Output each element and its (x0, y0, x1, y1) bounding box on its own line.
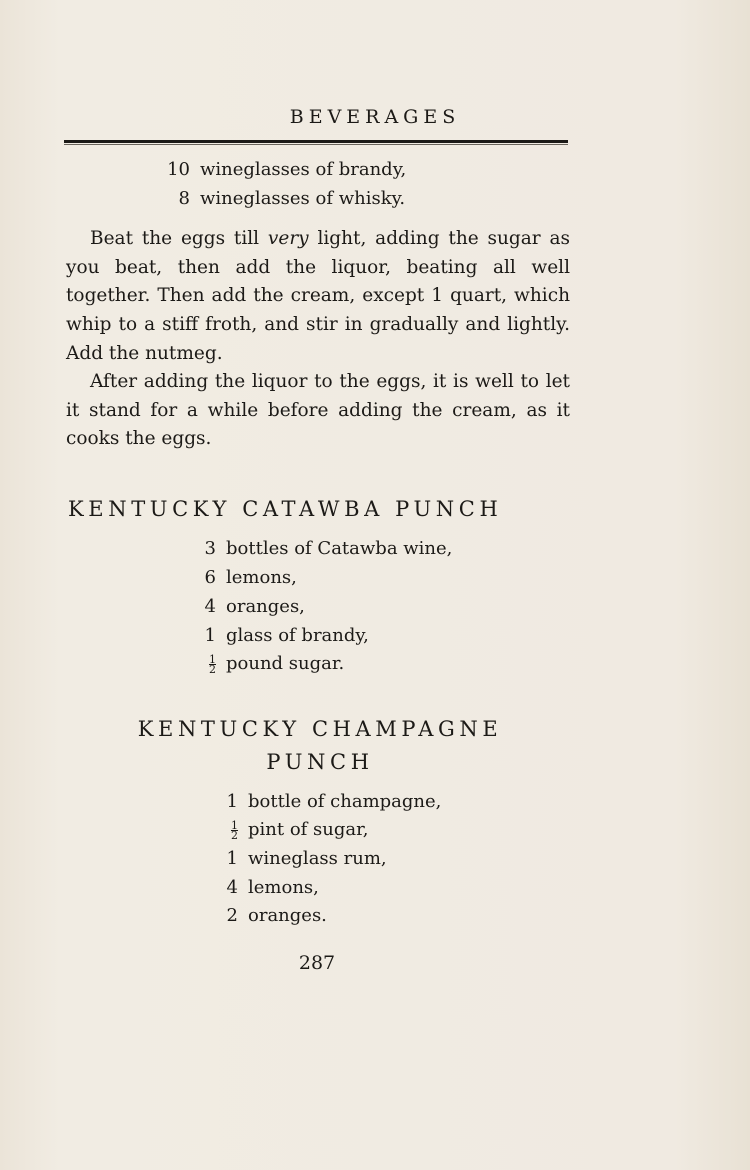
ingredient-qty: 1 (226, 848, 238, 869)
ingredient-qty: 8 (178, 188, 190, 209)
list-item (196, 653, 344, 674)
ingredient-text: bottle of champagne, (248, 791, 442, 812)
recipe-title: KENTUCKY CHAMPAGNE (137, 717, 503, 741)
ingredient-qty: 1 (226, 791, 238, 812)
fraction (209, 652, 216, 676)
ingredient-text: lemons, (226, 567, 297, 588)
list-item (196, 596, 305, 617)
recipe-title-continued: PUNCH (266, 750, 374, 774)
fraction-denominator: 2 (209, 662, 216, 676)
ingredient-qty: 6 (204, 567, 216, 588)
list-item (160, 188, 405, 209)
recipe-title: KENTUCKY CATAWBA PUNCH (68, 497, 503, 521)
paragraph-text: Beat the eggs till (90, 228, 268, 249)
ingredient-qty: 2 (226, 905, 238, 926)
instruction-paragraph (66, 225, 570, 369)
list-item (196, 567, 297, 588)
ingredient-qty: 3 (204, 538, 216, 559)
ingredient-text: glass of brandy, (226, 625, 369, 646)
fraction-numerator: 1 (209, 652, 216, 666)
ingredient-text: oranges, (226, 596, 305, 617)
ingredient-text: lemons, (248, 877, 319, 898)
ingredient-text: wineglasses of whisky. (200, 188, 406, 209)
ingredient-qty: 10 (167, 159, 190, 180)
ingredient-qty: 4 (226, 877, 238, 898)
ingredient-text: oranges. (248, 905, 327, 926)
ingredient-text: pint of sugar, (248, 819, 369, 840)
header-rule (64, 140, 568, 143)
fraction-numerator: 1 (231, 818, 238, 832)
list-item (160, 159, 406, 180)
running-head: BEVERAGES (289, 106, 461, 128)
ingredient-text: pound sugar. (226, 653, 345, 674)
list-item (218, 877, 319, 898)
list-item (196, 625, 369, 646)
fraction (231, 818, 238, 842)
list-item (218, 819, 368, 840)
list-item (218, 791, 441, 812)
ingredient-qty (196, 653, 216, 674)
fraction-denominator: 2 (231, 828, 238, 842)
ingredient-qty: 1 (204, 625, 216, 646)
emphasis-text: very (267, 228, 309, 249)
instruction-paragraph: After adding the liquor to the eggs, it is well to let it stand for a while before adding the cream, as it cooks the eggs. (66, 371, 570, 450)
ingredient-qty (218, 819, 238, 840)
list-item (196, 538, 452, 559)
paragraph-text: light, adding the sugar as you beat, then add the liquor, beating all well together. Then add the cream, except 1 quart, which whip to a stiff froth, and stir in gradually and lightly. Add the nutmeg. (66, 228, 570, 364)
page-number: 287 (298, 952, 336, 974)
list-item (218, 905, 327, 926)
ingredient-text: wineglass rum, (248, 848, 387, 869)
ingredient-text: wineglasses of brandy, (200, 159, 407, 180)
ingredient-qty: 4 (204, 596, 216, 617)
list-item (218, 848, 387, 869)
ingredient-text: bottles of Catawba wine, (226, 538, 453, 559)
